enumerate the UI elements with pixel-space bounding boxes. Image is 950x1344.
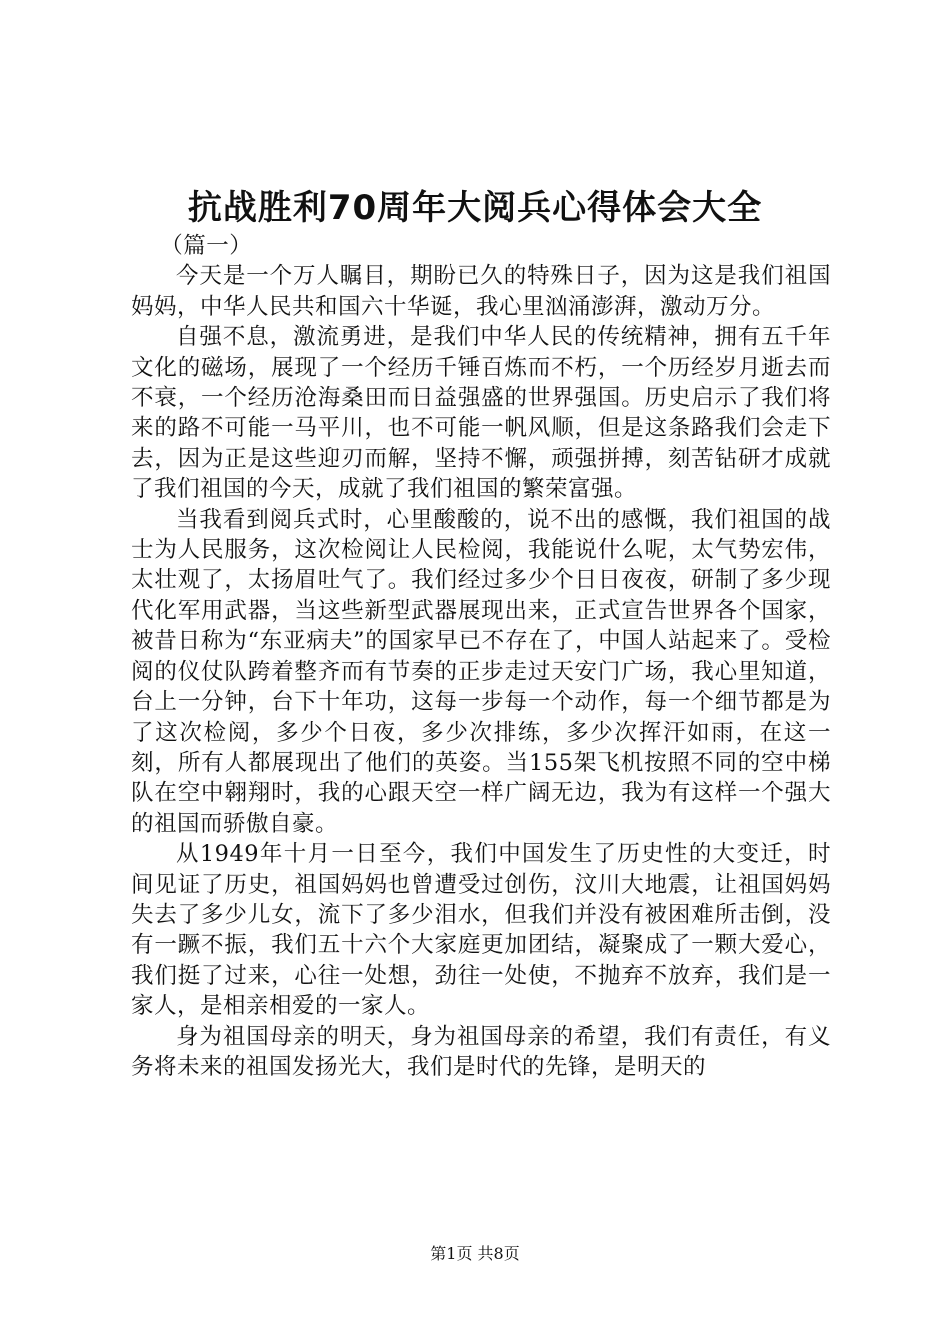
document-body (131, 231, 831, 1082)
paragraph-5: 身为祖国母亲的明天，身为祖国母亲的希望，我们有责任，有义务将未来的祖国发扬光大，我们是时代的先锋，是明天的 (131, 1023, 831, 1080)
paragraph-2: 自强不息，激流勇进，是我们中华人民的传统精神，拥有五千年文化的磁场，展现了一个经历千锤百炼而不朽，一个历经岁月逝去而不衰，一个经历沧海桑田而日益强盛的世界强国。历史启示了我们将来的路不可能一马平川，也不可能一帆风顺，但是这条路我们会走下去，因为正是这些迎刃而解，坚持不懈，顽强拼搏，刻苦钻研才成就了我们祖国的今天，成就了我们祖国的繁荣富强。 (131, 324, 831, 503)
document-title: 抗战胜利70周年大阅兵心得体会大全 (187, 188, 763, 228)
paragraph-1: 今天是一个万人瞩目，期盼已久的特殊日子，因为这是我们祖国妈妈，中华人民共和国六十华诞，我心里汹涌澎湃，激动万分。 (131, 263, 831, 320)
section-label: （篇一） (160, 233, 253, 259)
paragraph-3: 当我看到阅兵式时，心里酸酸的，说不出的感慨，我们祖国的战士为人民服务，这次检阅让人民检阅，我能说什么呢，太气势宏伟，太壮观了，太扬眉吐气了。我们经过多少个日日夜夜，研制了多少现代化军用武器，当这些新型武器展现出来，正式宣告世界各个国家，被昔日称为“东亚病夫”的国家早已不存在了，中国人站起来了。受检阅的仪仗队跨着整齐而有节奏的正步走过天安门广场，我心里知道，台上一分钟，台下十年功，这每一步每一个动作，每一个细节都是为了这次检阅，多少个日夜，多少次排练，多少次挥汗如雨，在这一刻，所有人都展现出了他们的英姿。当155架飞机按照不同的空中梯队在空中翱翔时，我的心跟天空一样广阔无边，我为有这样一个强大的祖国而骄傲自豪。 (131, 506, 831, 837)
paragraph-4: 从1949年十月一日至今，我们中国发生了历史性的大变迁，时间见证了历史，祖国妈妈也曾遭受过创伤，汶川大地震，让祖国妈妈失去了多少儿女，流下了多少泪水，但我们并没有被困难所击倒，没有一蹶不振，我们五十六个大家庭更加团结，凝聚成了一颗大爱心，我们挺了过来，心往一处想，劲往一处使，不抛弃不放弃，我们是一家人，是相亲相爱的一家人。 (131, 841, 831, 1020)
page-number-footer: 第1页 共8页 (430, 1244, 520, 1263)
